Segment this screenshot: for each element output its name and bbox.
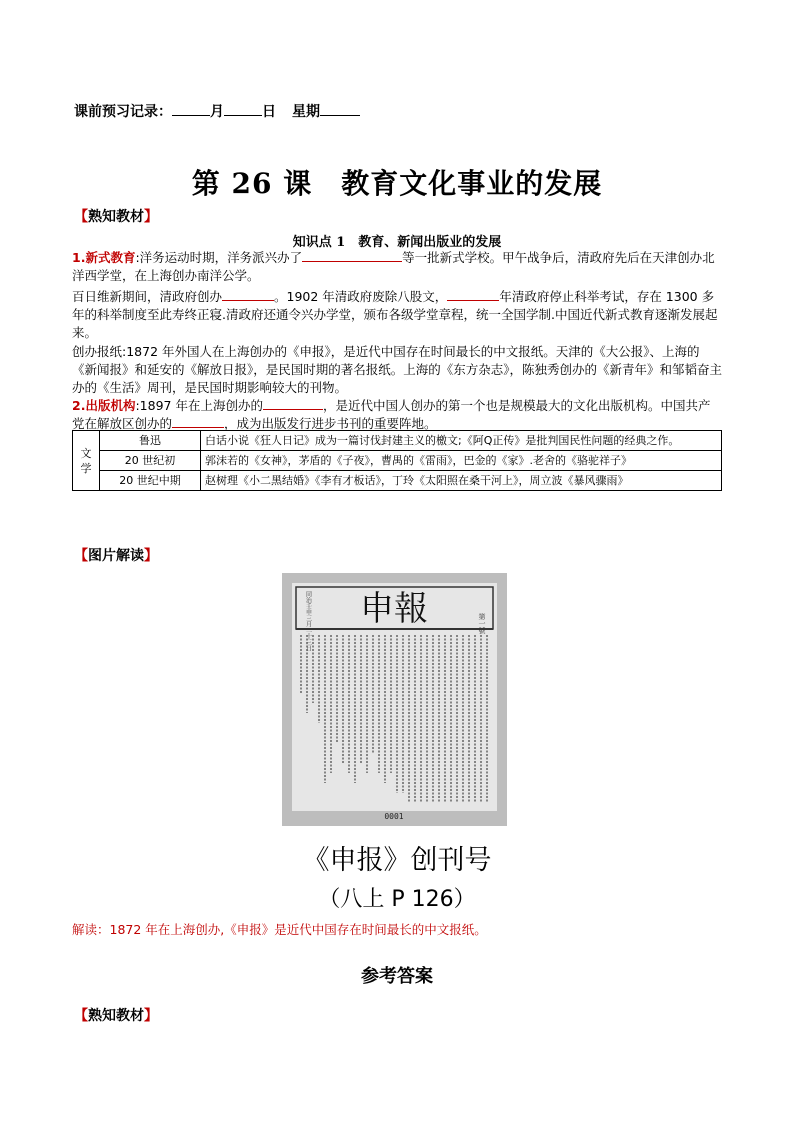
category-cell: 文学 <box>73 431 100 491</box>
description-cell: 白话小说《狂人日记》成为一篇讨伐封建主义的檄文;《阿Q正传》是批判国民性问题的经典之作。 <box>201 431 722 451</box>
image-caption: 《申报》创刊号 <box>302 845 492 876</box>
month-blank[interactable] <box>172 101 210 116</box>
section-heading-textbook: 【熟知教材】 <box>74 209 158 225</box>
day-blank[interactable] <box>224 101 262 116</box>
newspaper-illustration <box>282 573 507 826</box>
answer-blank[interactable] <box>302 249 402 262</box>
paragraph-publishing: 2.出版机构:1897 年在上海创办的 ，是近代中国人创办的第一个也是规模最大的文化出版机构。中国共产党在解放区创办的 ，成为出版发行进步书刊的重要阵地。 <box>72 398 711 431</box>
answer-blank[interactable] <box>263 397 323 410</box>
weekday-blank[interactable] <box>320 101 360 116</box>
shenbao-image <box>282 573 507 826</box>
table-row <box>73 431 722 451</box>
weekday-label: 星期 <box>292 104 320 120</box>
section-heading-picture: 【图片解读】 <box>74 548 158 564</box>
answers-heading: 参考答案 <box>361 966 433 987</box>
table-row <box>73 471 722 491</box>
author-cell: 鲁迅 <box>100 431 201 451</box>
description-cell: 郭沫若的《女神》，茅盾的《子夜》，曹禺的《雷雨》，巴金的《家》.老舍的《骆驼祥子》 <box>201 451 722 471</box>
answer-blank[interactable] <box>222 288 274 301</box>
image-interpretation: 解读：1872 年在上海创办,《申报》是近代中国存在时间最长的中文报纸。 <box>72 922 487 937</box>
masthead: 申報 <box>360 589 428 629</box>
literature-table <box>72 430 722 491</box>
period-cell: 20 世纪中期 <box>100 471 201 491</box>
paragraph-new-education: 1.新式教育:洋务运动时期，洋务派兴办了 等一批新式学校。甲午战争后，清政府先后在天津创办北洋西学堂，在上海创办南洋公学。 <box>72 250 715 283</box>
preview-label: 课前预习记录： <box>74 104 172 120</box>
lesson-title: 第 26 课 教育文化事业的发展 <box>191 167 603 200</box>
knowledge-point-heading: 知识点 1 教育、新闻出版业的发展 <box>292 235 502 250</box>
date-left: 同治壬申三月二十三日 <box>304 591 312 651</box>
image-page-reference: （八上 P 126） <box>318 887 476 912</box>
section-heading-answers: 【熟知教材】 <box>74 1008 158 1024</box>
preview-record <box>74 101 360 121</box>
paragraph-newspapers: 创办报纸:1872 年外国人在上海创办的《申报》，是近代中国存在时间最长的中文报纸。天津的《大公报》、上海的《新闻报》和延安的《解放日报》，是民国时期的著名报纸。上海的《东方杂志》，陈独秀创办的《新青年》和邹韬奋主办的《生活》周刊，是民国时期影响较大的刊物。 <box>72 344 723 395</box>
serial-number: 0001 <box>384 812 404 821</box>
month-label: 月 <box>210 104 224 120</box>
table-row <box>73 451 722 471</box>
answer-blank[interactable] <box>172 415 224 428</box>
answer-blank[interactable] <box>447 288 499 301</box>
paragraph-hundred-days: 百日维新期间，清政府创办 。1902 年清政府废除八股文， 年清政府停止科举考试，存在 1300 多年的科举制度至此寿终正寝.清政府还通令兴办学堂，颁布各级学堂章程，统一全国学制.中国近代新式教育逐渐发展起来。 <box>72 289 718 340</box>
date-right: 第一號 <box>478 613 486 634</box>
day-label: 日 <box>262 104 276 120</box>
period-cell: 20 世纪初 <box>100 451 201 471</box>
description-cell: 赵树理《小二黑结婚》《李有才板话》，丁玲《太阳照在桑干河上》，周立波《暴风骤雨》 <box>201 471 722 491</box>
